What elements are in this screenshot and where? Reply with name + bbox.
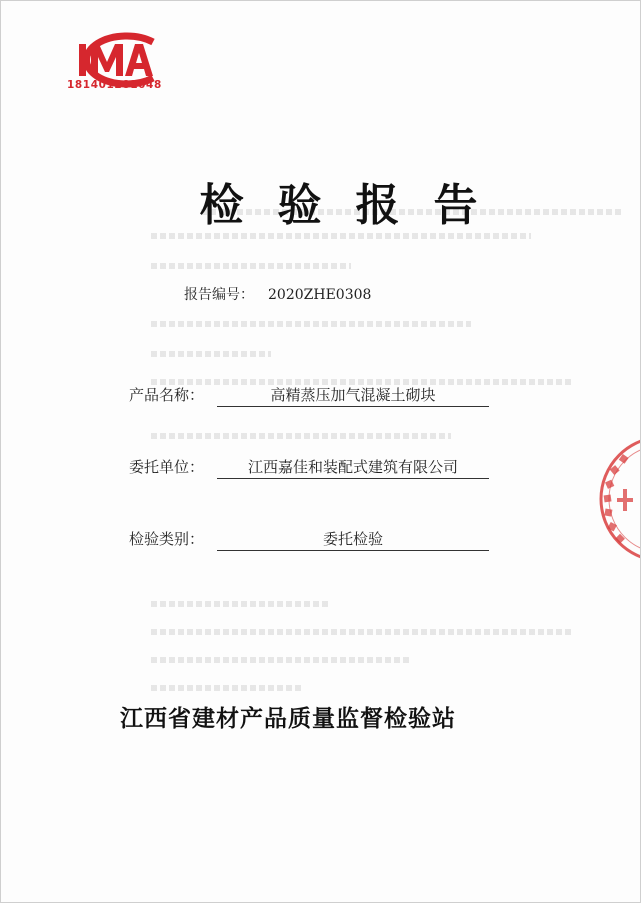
field-label: 检验类别：: [129, 530, 205, 548]
report-number-label: 报告编号：: [184, 287, 254, 303]
field-label: 委托单位：: [129, 458, 205, 476]
report-number: [184, 284, 371, 304]
document-title: 检验报告: [199, 180, 512, 231]
field-inspection-type: [129, 528, 383, 549]
field-value: 委托检验: [217, 528, 489, 551]
cma-code: 181401281048: [67, 79, 162, 91]
field-client: [129, 456, 458, 477]
report-number-value: 2020ZHE0308: [268, 287, 372, 303]
field-product-name: [129, 384, 436, 405]
field-label: 产品名称：: [129, 386, 205, 404]
field-value: 江西嘉佳和装配式建筑有限公司: [217, 456, 489, 479]
official-seal-icon: [593, 429, 641, 569]
issuer-name: 江西省建材产品质量监督检验站: [120, 706, 456, 732]
field-value: 高精蒸压加气混凝土砌块: [217, 384, 489, 407]
